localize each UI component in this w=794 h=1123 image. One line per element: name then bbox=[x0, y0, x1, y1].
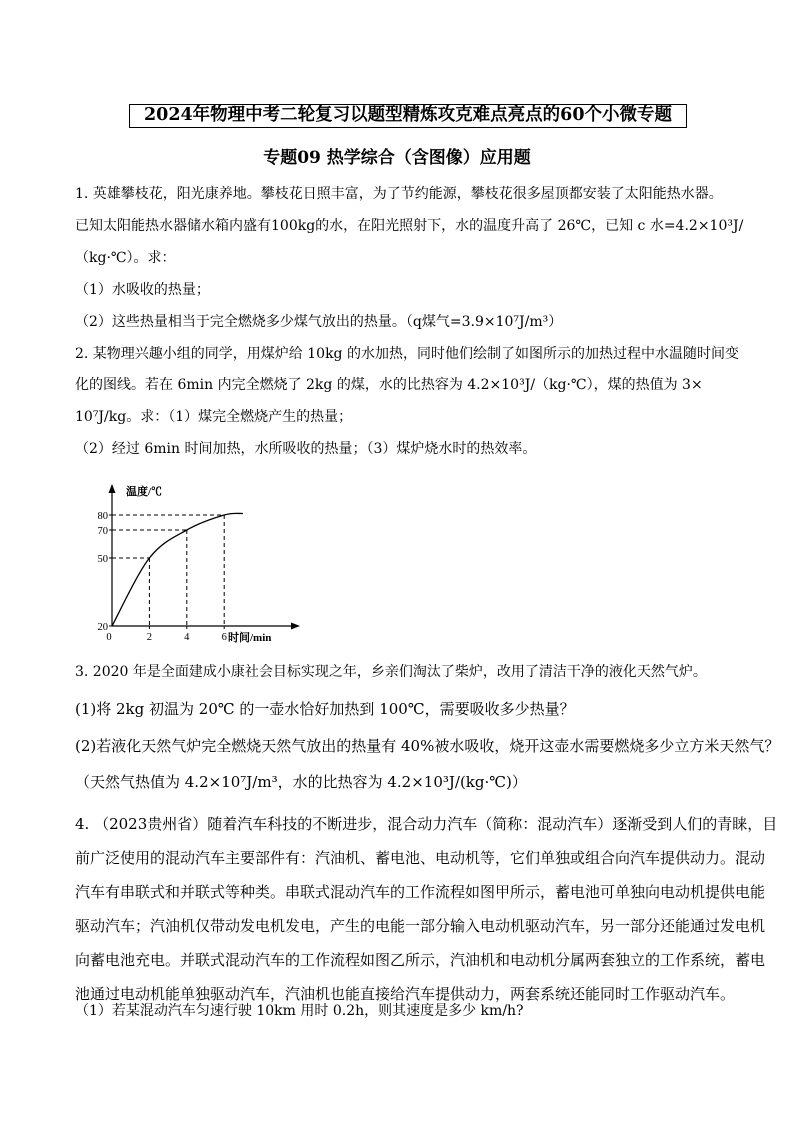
document-title: 2024年物理中考二轮复习以题型精炼攻克难点亮点的60个小微专题 bbox=[129, 104, 687, 128]
q2-line-4: （2）经过 6min 时间加热，水所吸收的热量；（3）煤炉烧水时的热效率。 bbox=[75, 441, 537, 457]
q4-line-3: 汽车有串联式和并联式等种类。串联式混动汽车的工作流程如图甲所示，蓄电池可单独向电动机提供电能 bbox=[75, 883, 766, 901]
y-tick-label: 70 bbox=[97, 526, 108, 537]
x-tick-label: 2 bbox=[146, 632, 153, 643]
temperature-time-chart bbox=[88, 478, 308, 650]
q1-line-3: （kg·℃）。求： bbox=[75, 250, 176, 266]
q2-line-2: 化的图线。若在 6min 内完全燃烧了 2kg 的煤，水的比热容为 4.2×10³J/（kg·℃），煤的热值为 3× bbox=[75, 377, 703, 393]
chart-svg bbox=[88, 478, 308, 650]
q2-line-1: 2. 某物理兴趣小组的同学，用煤炉给 10kg 的水加热，同时他们绘制了如图所示的加热过程中水温随时间变 bbox=[75, 346, 739, 362]
q4-line-4: 驱动汽车；汽油机仅带动发电机发电，产生的电能一部分输入电动机驱动汽车，另一部分还能通过发电机 bbox=[75, 917, 766, 935]
x-axis-arrow bbox=[291, 623, 300, 630]
y-tick-label: 20 bbox=[97, 622, 108, 633]
q1-part-1: （1）水吸收的热量； bbox=[75, 282, 210, 298]
q4-line-1: 4. （2023贵州省）随着汽车科技的不断进步，混合动力汽车（简称：混动汽车）逐渐受到人们的青睐，目 bbox=[75, 815, 778, 833]
x-axis-label: 时间/min bbox=[228, 632, 272, 644]
y-axis-label: 温度/℃ bbox=[126, 486, 163, 498]
y-tick-label: 80 bbox=[97, 511, 108, 522]
q3-part-1: (1)将 2kg 初温为 20℃ 的一壶水恰好加热到 100℃，需要吸收多少热量？ bbox=[75, 700, 575, 718]
q3-line-1: 3. 2020 年是全面建成小康社会目标实现之年，乡亲们淘汰了柴炉，改用了清洁干净的液化天然气炉。 bbox=[75, 664, 707, 680]
q4-line-6: 池通过电动机能单独驱动汽车，汽油机也能直接给汽车提供动力，两套系统还能同时工作驱动汽车。 bbox=[75, 985, 736, 1003]
x-tick-label: 0 bbox=[106, 632, 112, 643]
y-axis-arrow bbox=[109, 484, 116, 493]
q2-line-3: 10⁷J/kg。求：（1）煤完全燃烧产生的热量； bbox=[75, 409, 353, 425]
x-tick-label: 4 bbox=[184, 632, 190, 643]
q4-part-1: （1）若某混动汽车匀速行驶 10km 用时 0.2h，则其速度是多少 km/h? bbox=[75, 1003, 524, 1019]
q4-line-5: 向蓄电池充电。并联式混动汽车的工作流程如图乙所示，汽油机和电动机分属两套独立的工作系统，蓄电 bbox=[75, 951, 766, 969]
x-tick-label: 6 bbox=[221, 632, 227, 643]
q1-part-2: （2）这些热量相当于完全燃烧多少煤气放出的热量。（q煤气=3.9×10⁷J/m³） bbox=[75, 314, 563, 330]
q1-line-2: 已知太阳能热水器储水箱内盛有100kg的水，在阳光照射下，水的温度升高了 26℃，已知 c 水=4.2×10³J/ bbox=[75, 218, 744, 234]
q3-part-2: (2)若液化天然气炉完全燃烧天然气放出的热量有 40%被水吸收，烧开这壶水需要燃烧多少立方米天然气？ bbox=[75, 737, 780, 755]
q3-part-3: （天然气热值为 4.2×10⁷J/m³，水的比热容为 4.2×10³J/(kg·℃)） bbox=[75, 773, 527, 791]
q1-line-1: 1. 英雄攀枝花，阳光康养地。攀枝花日照丰富，为了节约能源，攀枝花很多屋顶都安装了太阳能热水器。 bbox=[75, 186, 723, 202]
y-tick-label: 50 bbox=[97, 554, 108, 565]
topic-subtitle: 专题09 热学综合（含图像）应用题 bbox=[263, 148, 531, 168]
q4-line-2: 前广泛使用的混动汽车主要部件有：汽油机、蓄电池、电动机等，它们单独或组合向汽车提供动力。混动 bbox=[75, 849, 766, 867]
